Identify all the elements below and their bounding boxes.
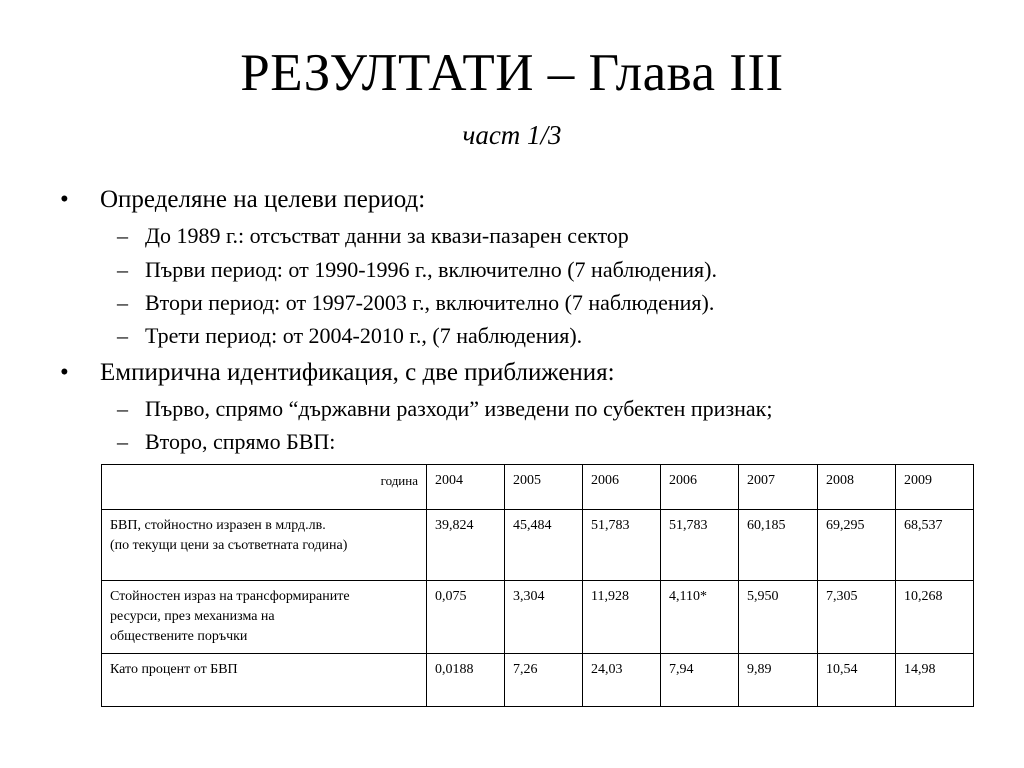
row-label-line: ресурси, през механизма на [110,609,275,624]
table-cell: 0,0188 [427,654,505,707]
year-header: 2008 [818,465,896,510]
table-cell: 45,484 [505,510,583,581]
bullet-text: Определяне на целеви период: [100,186,426,213]
table-cell: 7,305 [818,581,896,654]
table-cell: 5,950 [739,581,818,654]
sub-bullet-item [117,395,773,423]
sub-bullet-text: До 1989 г.: отсъстват данни за квази-пазарен сектор [145,223,629,248]
table-row [102,581,974,654]
table-cell: 14,98 [896,654,974,707]
table-cell: 9,89 [739,654,818,707]
slide-subtitle: част 1/3 [462,120,562,150]
year-header: 2009 [896,465,974,510]
table-cell: 11,928 [583,581,661,654]
sub-bullet-item [117,256,717,284]
row-label-line: обществените поръчки [110,629,248,644]
year-header: 2004 [427,465,505,510]
dash-mark: – [117,429,128,454]
table-cell: 60,185 [739,510,818,581]
table-cell: 7,94 [661,654,739,707]
table-cell: 68,537 [896,510,974,581]
table-row [102,654,974,707]
table-cell: 10,54 [818,654,896,707]
table-cell: 0,075 [427,581,505,654]
sub-bullet-item [117,428,336,456]
row-label-line: (по текущи цени за съответната година) [110,538,348,553]
table-cell: 3,304 [505,581,583,654]
bullet-item [60,185,426,215]
table-row [102,510,974,581]
table-cell: 39,824 [427,510,505,581]
sub-bullet-text: Първи период: от 1990-1996 г., включително (7 наблюдения). [145,257,717,282]
table-cell: 51,783 [661,510,739,581]
bullet-mark: • [60,359,69,386]
gdp-table [101,464,974,707]
dash-mark: – [117,396,128,421]
slide-title: РЕЗУЛТАТИ – Глава III [240,44,784,102]
bullet-item [60,358,615,388]
sub-bullet-item [117,322,583,350]
year-header: 2005 [505,465,583,510]
dash-mark: – [117,323,128,348]
year-header: 2006 [661,465,739,510]
row-label-line: Стойностен израз на трансформираните [110,589,350,604]
table-header-row [102,465,974,510]
bullet-mark: • [60,186,69,213]
table-cell: 4,110* [661,581,739,654]
sub-bullet-text: Първо, спрямо “държавни разходи” изведени по субектен признак; [145,396,773,421]
table-cell: 51,783 [583,510,661,581]
bullet-text: Емпирична идентификация, с две приближения: [100,359,615,386]
table-cell: 7,26 [505,654,583,707]
sub-bullet-item [117,289,715,317]
table-cell: 69,295 [818,510,896,581]
row-label [102,581,427,654]
row-label [102,654,427,707]
row-label [102,510,427,581]
row-label-line: Като процент от БВП [110,662,238,677]
sub-bullet-item [117,222,629,250]
sub-bullet-text: Второ, спрямо БВП: [145,429,336,454]
sub-bullet-text: Трети период: от 2004-2010 г., (7 наблюдения). [145,323,583,348]
year-header: 2007 [739,465,818,510]
year-header: 2006 [583,465,661,510]
dash-mark: – [117,257,128,282]
row-label-line: БВП, стойностно изразен в млрд.лв. [110,518,326,533]
sub-bullet-text: Втори период: от 1997-2003 г., включително (7 наблюдения). [145,290,715,315]
table-cell: 10,268 [896,581,974,654]
dash-mark: – [117,223,128,248]
table-cell: 24,03 [583,654,661,707]
table-header-label: година [102,465,427,510]
dash-mark: – [117,290,128,315]
